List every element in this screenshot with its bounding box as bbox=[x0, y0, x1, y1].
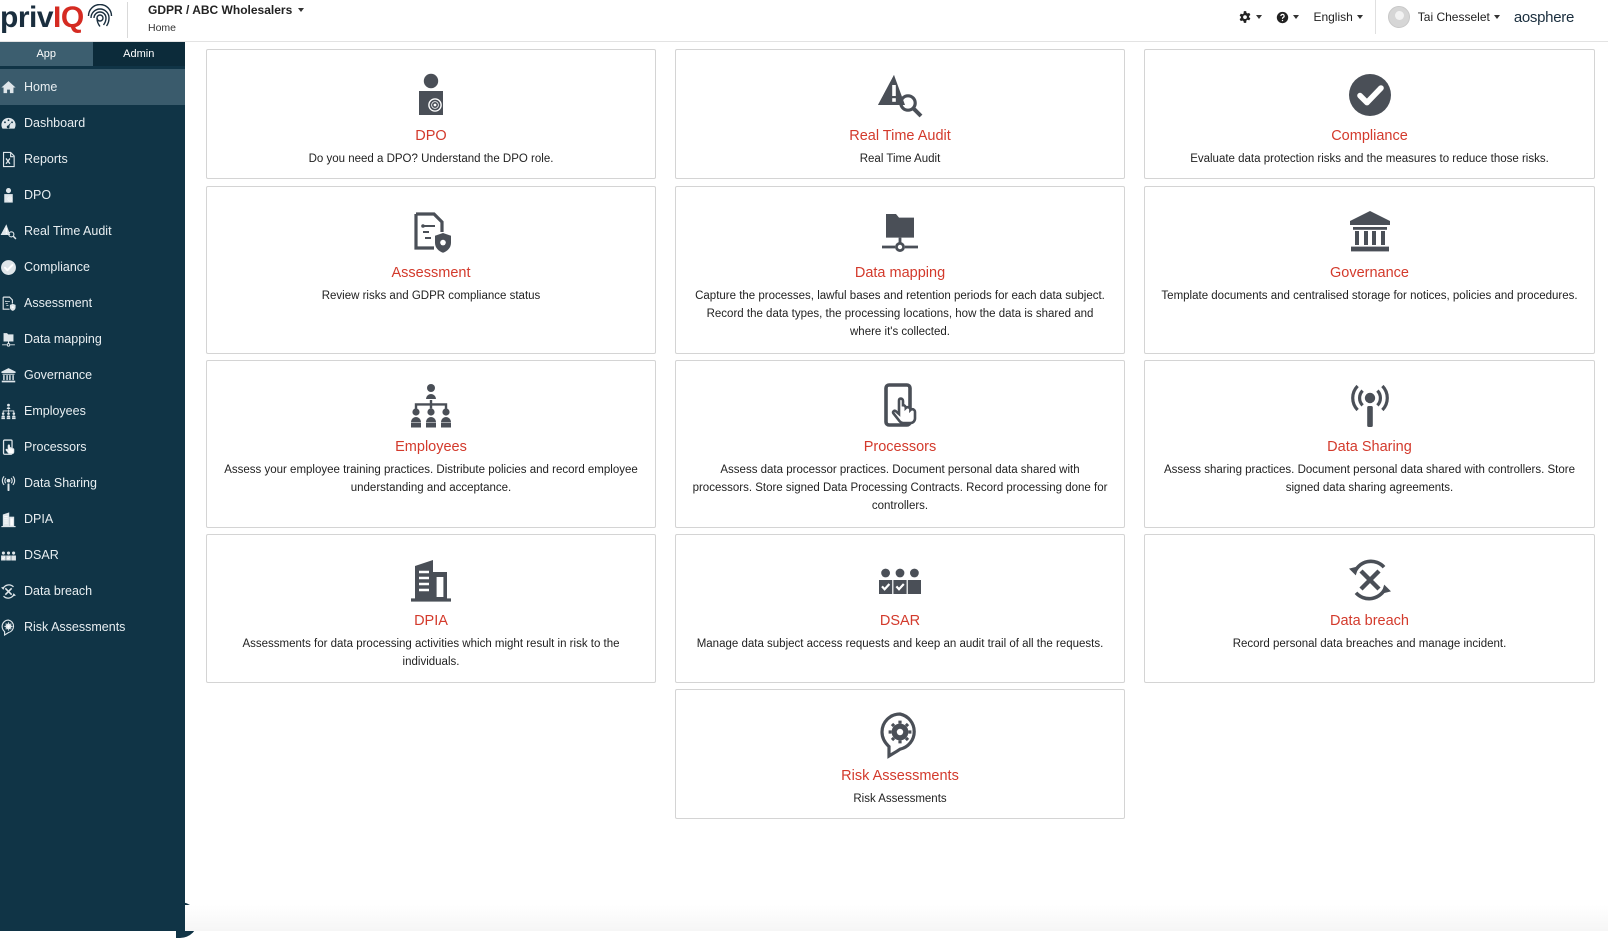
card-description: Do you need a DPO? Understand the DPO role. bbox=[308, 153, 554, 165]
tab-app[interactable]: App bbox=[0, 42, 93, 66]
audit-icon bbox=[0, 222, 18, 240]
dpia-icon bbox=[407, 556, 455, 604]
card-title: Assessment bbox=[391, 265, 471, 281]
sidebar-item-label: Employees bbox=[24, 404, 86, 418]
card-description: Assess data processor practices. Document personal data shared with processors. Store signed Data Processing Contracts. Record processing done for controllers. bbox=[692, 464, 1108, 512]
card-description: Review risks and GDPR compliance status bbox=[321, 290, 541, 302]
sidebar-item-label: Data mapping bbox=[24, 332, 102, 346]
card-title: Data breach bbox=[1330, 613, 1409, 629]
sidebar-item-governance[interactable] bbox=[0, 357, 185, 393]
dsar-icon bbox=[876, 556, 924, 604]
sidebar-item-real-time-audit[interactable] bbox=[0, 213, 185, 249]
gear-icon bbox=[1238, 10, 1252, 24]
card-title: Data mapping bbox=[854, 265, 946, 281]
sidebar-item-label: Dashboard bbox=[24, 116, 86, 130]
card-title: DSAR bbox=[879, 613, 921, 629]
sidebar-item-label: Risk Assessments bbox=[24, 620, 126, 634]
home-icon bbox=[0, 78, 18, 96]
assessment-icon bbox=[407, 208, 455, 256]
user-menu[interactable] bbox=[1418, 10, 1500, 24]
content-footer-shade bbox=[185, 905, 1608, 931]
sidebar-item-reports[interactable] bbox=[0, 141, 185, 177]
assessment-icon bbox=[0, 294, 18, 312]
chevron-down-icon bbox=[298, 8, 304, 12]
fingerprint-icon bbox=[86, 4, 114, 32]
sidebar-item-dpia[interactable] bbox=[0, 501, 185, 537]
aosphere-logo: aosphere bbox=[1513, 8, 1574, 26]
sidebar-item-label: Home bbox=[24, 80, 58, 94]
compliance-icon bbox=[1346, 71, 1394, 119]
workspace-selector[interactable] bbox=[148, 3, 304, 17]
settings-dropdown[interactable] bbox=[1238, 10, 1262, 24]
card-title: DPO bbox=[415, 128, 447, 144]
logo-text-priv: priv bbox=[0, 1, 54, 34]
card-description: Record personal data breaches and manage incident. bbox=[1232, 638, 1507, 650]
governance-icon bbox=[0, 366, 18, 384]
sidebar-item-data-mapping[interactable] bbox=[0, 321, 185, 357]
breadcrumb-home[interactable]: Home bbox=[148, 22, 177, 34]
chevron-down-icon bbox=[1256, 15, 1262, 19]
card-description: Assess sharing practices. Document personal data shared with controllers. Store signed data sharing agreements. bbox=[1163, 464, 1575, 494]
card-dpo[interactable] bbox=[206, 49, 656, 179]
sidebar bbox=[0, 42, 185, 931]
card-employees[interactable] bbox=[206, 360, 656, 528]
card-title: Data Sharing bbox=[1327, 439, 1412, 455]
data-mapping-icon bbox=[0, 330, 18, 348]
sidebar-item-label: Data Sharing bbox=[24, 476, 97, 490]
reports-icon bbox=[0, 150, 18, 168]
card-description: Capture the processes, lawful bases and retention periods for each data subject. Record the data types, the processing locations, how the data is shared and where it's collected. bbox=[695, 290, 1105, 338]
sidebar-item-label: DPIA bbox=[24, 512, 54, 526]
breadcrumb bbox=[148, 3, 304, 34]
sidebar-item-label: Assessment bbox=[24, 296, 93, 310]
chevron-down-icon bbox=[1494, 15, 1500, 19]
card-description: Assess your employee training practices. Distribute policies and record employee understanding and acceptance. bbox=[224, 464, 638, 494]
sidebar-item-dpo[interactable] bbox=[0, 177, 185, 213]
sidebar-item-data-sharing[interactable] bbox=[0, 465, 185, 501]
card-compliance[interactable] bbox=[1144, 49, 1595, 179]
priviq-logo[interactable] bbox=[0, 0, 114, 36]
processors-icon bbox=[0, 438, 18, 456]
header-separator bbox=[1375, 0, 1376, 34]
breadcrumb-title: GDPR / ABC Wholesalers bbox=[148, 3, 293, 17]
card-real-time-audit[interactable] bbox=[675, 49, 1125, 179]
card-assessment[interactable] bbox=[206, 186, 656, 354]
card-title: Employees bbox=[395, 439, 467, 455]
chevron-down-icon bbox=[1293, 15, 1299, 19]
user-name: Tai Chesselet bbox=[1417, 10, 1490, 24]
sidebar-nav bbox=[0, 69, 185, 645]
card-title: Processors bbox=[863, 439, 937, 455]
card-description: Assessments for data processing activities which might result in risk to the individuals. bbox=[242, 638, 620, 668]
card-description: Evaluate data protection risks and the measures to reduce those risks. bbox=[1190, 153, 1549, 165]
data-sharing-icon bbox=[1346, 382, 1394, 430]
compliance-icon bbox=[0, 258, 18, 276]
language-dropdown[interactable] bbox=[1313, 10, 1362, 24]
data-breach-icon bbox=[0, 582, 18, 600]
dpia-icon bbox=[0, 510, 18, 528]
card-title: Risk Assessments bbox=[841, 768, 959, 784]
header-actions bbox=[1224, 0, 1608, 34]
sidebar-item-label: Reports bbox=[24, 152, 68, 166]
card-risk-assessments[interactable] bbox=[675, 689, 1125, 819]
sidebar-item-compliance[interactable] bbox=[0, 249, 185, 285]
dpo-icon bbox=[407, 71, 455, 119]
card-data-breach[interactable] bbox=[1144, 534, 1595, 683]
sidebar-item-label: DSAR bbox=[24, 548, 59, 562]
card-data-mapping[interactable] bbox=[675, 186, 1125, 354]
sidebar-tabs bbox=[0, 42, 185, 66]
sidebar-item-label: Processors bbox=[24, 440, 87, 454]
card-description: Template documents and centralised storage for notices, policies and procedures. bbox=[1161, 290, 1578, 302]
dashboard-icon bbox=[0, 114, 18, 132]
logo-text-iq: IQ bbox=[53, 1, 84, 34]
processors-icon bbox=[876, 382, 924, 430]
sidebar-item-home[interactable] bbox=[0, 69, 185, 105]
risk-assessments-icon bbox=[876, 711, 924, 759]
sidebar-item-label: Real Time Audit bbox=[24, 224, 112, 238]
sidebar-item-dashboard[interactable] bbox=[0, 105, 185, 141]
dsar-icon bbox=[0, 546, 18, 564]
card-governance[interactable] bbox=[1144, 186, 1595, 354]
card-description: Real Time Audit bbox=[859, 153, 941, 165]
sidebar-item-label: Governance bbox=[24, 368, 93, 382]
employees-icon bbox=[407, 382, 455, 430]
risk-assessments-icon bbox=[0, 618, 18, 636]
data-breach-icon bbox=[1346, 556, 1394, 604]
sidebar-item-risk-assessments[interactable] bbox=[0, 609, 185, 645]
sidebar-item-dsar[interactable] bbox=[0, 537, 185, 573]
sidebar-item-assessment[interactable] bbox=[0, 285, 185, 321]
card-description: Risk Assessments bbox=[853, 793, 947, 805]
tab-admin[interactable]: Admin bbox=[93, 42, 186, 66]
avatar[interactable] bbox=[1388, 6, 1410, 28]
card-description: Manage data subject access requests and keep an audit trail of all the requests. bbox=[696, 638, 1104, 650]
help-icon bbox=[1276, 11, 1289, 24]
dpo-icon bbox=[0, 186, 18, 204]
help-dropdown[interactable] bbox=[1276, 11, 1299, 24]
audit-icon bbox=[876, 71, 924, 119]
sidebar-item-label: Compliance bbox=[24, 260, 91, 274]
sidebar-item-data-breach[interactable] bbox=[0, 573, 185, 609]
sidebar-item-label: Data breach bbox=[24, 584, 93, 598]
header-divider bbox=[127, 2, 128, 38]
language-label: English bbox=[1313, 10, 1353, 24]
sidebar-item-processors[interactable] bbox=[0, 429, 185, 465]
card-data-sharing[interactable] bbox=[1144, 360, 1595, 528]
chevron-down-icon bbox=[1357, 15, 1363, 19]
governance-icon bbox=[1346, 208, 1394, 256]
sidebar-item-employees[interactable] bbox=[0, 393, 185, 429]
sidebar-item-label: DPO bbox=[24, 188, 52, 202]
data-sharing-icon bbox=[0, 474, 18, 492]
data-mapping-icon bbox=[876, 208, 924, 256]
top-header bbox=[0, 0, 1608, 42]
card-processors[interactable] bbox=[675, 360, 1125, 528]
card-dsar[interactable] bbox=[675, 534, 1125, 683]
card-title: DPIA bbox=[414, 613, 448, 629]
employees-icon bbox=[0, 402, 18, 420]
card-dpia[interactable] bbox=[206, 534, 656, 683]
card-title: Governance bbox=[1330, 265, 1409, 281]
card-title: Compliance bbox=[1331, 128, 1408, 144]
card-title: Real Time Audit bbox=[849, 128, 951, 144]
